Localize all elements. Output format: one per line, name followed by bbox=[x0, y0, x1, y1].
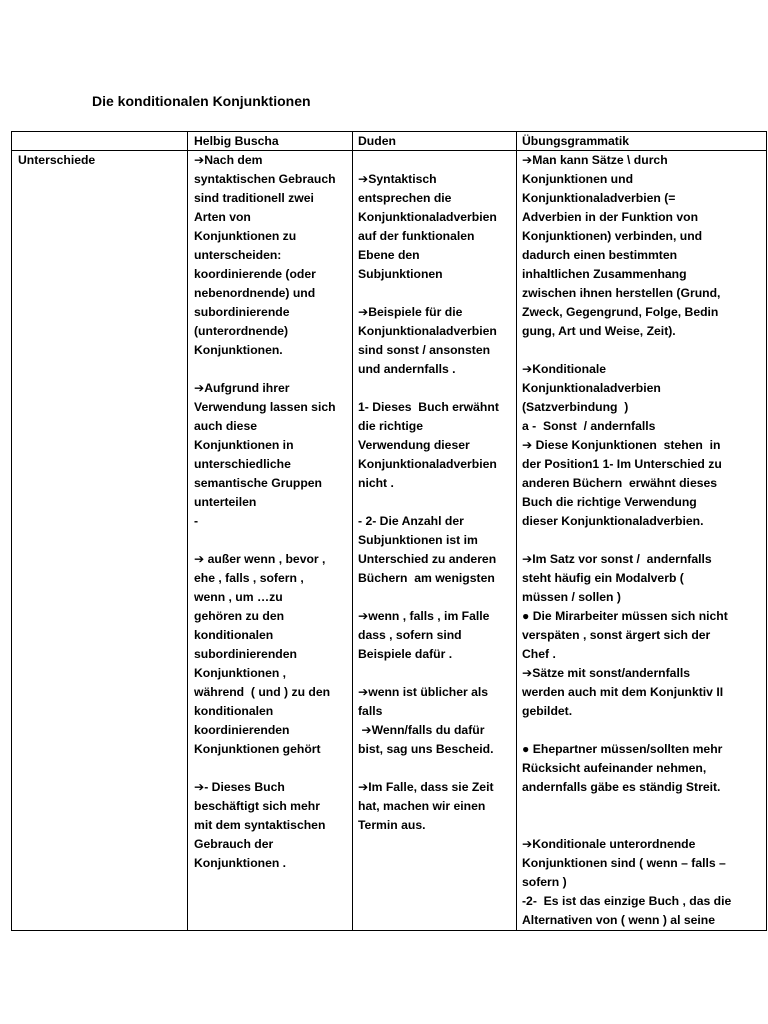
text-line: Konjunktionen zu bbox=[194, 229, 297, 243]
text-line: Konjunktionaladverbien bbox=[522, 381, 661, 395]
text-line: Buch die richtige Verwendung bbox=[522, 495, 697, 509]
text-line: Adverbien in der Funktion von bbox=[522, 210, 699, 224]
text-line: - 2- Die Anzahl der bbox=[358, 514, 464, 528]
text-line: inhaltlichen Zusammenhang bbox=[522, 267, 687, 281]
text-line: ● Ehepartner müssen/sollten mehr bbox=[522, 742, 723, 756]
row-label-unterschiede: Unterschiede bbox=[18, 153, 96, 167]
cell-helbig-buscha bbox=[194, 151, 336, 873]
cell-uebungsgrammatik bbox=[522, 151, 731, 930]
text-line: werden auch mit dem Konjunktiv II bbox=[522, 685, 724, 699]
text-line: beschäftigt sich mehr bbox=[194, 799, 320, 813]
text-line: Subjunktionen ist im bbox=[358, 533, 478, 547]
text-line: wenn , um …zu bbox=[194, 590, 283, 604]
text-line: Gebrauch der bbox=[194, 837, 274, 851]
text-line: hat, machen wir einen bbox=[358, 799, 486, 813]
text-line: ● Die Mirarbeiter müssen sich nicht bbox=[522, 609, 728, 623]
text-line: gebildet. bbox=[522, 704, 573, 718]
text-line: Termin aus. bbox=[358, 818, 426, 832]
column-divider-2 bbox=[352, 131, 353, 931]
text-line: subordinierenden bbox=[194, 647, 297, 661]
text-line: Konjunktionen) verbinden, und bbox=[522, 229, 703, 243]
text-line: Beispiele dafür . bbox=[358, 647, 453, 661]
text-line: Büchern am wenigsten bbox=[358, 571, 495, 585]
header-duden: Duden bbox=[358, 134, 396, 148]
column-divider-left bbox=[11, 131, 12, 931]
text-line: sind sonst / ansonsten bbox=[358, 343, 491, 357]
text-line: andernfalls gäbe es ständig Streit. bbox=[522, 780, 721, 794]
text-line: sind traditionell zwei bbox=[194, 191, 314, 205]
text-line: ➔Konditionale unterordnende bbox=[522, 837, 696, 851]
text-line: ➔Man kann Sätze \ durch bbox=[522, 153, 668, 167]
text-line: Konjunktionen sind ( wenn – falls – bbox=[522, 856, 726, 870]
text-line: sofern ) bbox=[522, 875, 567, 889]
header-uebungsgrammatik: Übungsgrammatik bbox=[522, 134, 629, 148]
text-line bbox=[194, 531, 336, 550]
text-line: Konjunktionen gehört bbox=[194, 742, 321, 756]
text-line bbox=[358, 379, 499, 398]
text-line bbox=[522, 341, 731, 360]
text-line: zwischen ihnen herstellen (Grund, bbox=[522, 286, 721, 300]
text-line: steht häufig ein Modalverb ( bbox=[522, 571, 684, 585]
text-line: ➔Sätze mit sonst/andernfalls bbox=[522, 666, 691, 680]
text-line: ➔Aufgrund ihrer bbox=[194, 381, 290, 395]
text-line: syntaktischen Gebrauch bbox=[194, 172, 336, 186]
text-line bbox=[358, 759, 499, 778]
text-line: ➔Im Satz vor sonst / andernfalls bbox=[522, 552, 712, 566]
text-line: gung, Art und Weise, Zeit). bbox=[522, 324, 676, 338]
text-line: ➔Im Falle, dass sie Zeit bbox=[358, 780, 494, 794]
column-divider-1 bbox=[187, 131, 188, 931]
text-line: a - Sonst / andernfalls bbox=[522, 419, 656, 433]
text-line: ➔Konditionale bbox=[522, 362, 607, 376]
text-line bbox=[522, 531, 731, 550]
text-line: Konjunktionaladverbien bbox=[358, 324, 497, 338]
text-line: entsprechen die bbox=[358, 191, 452, 205]
text-line: dass , sofern sind bbox=[358, 628, 462, 642]
document-title: Die konditionalen Konjunktionen bbox=[92, 93, 311, 109]
text-line: der Position1 1- Im Unterschied zu bbox=[522, 457, 722, 471]
text-line: 1- Dieses Buch erwähnt bbox=[358, 400, 499, 414]
text-line: Ebene den bbox=[358, 248, 420, 262]
text-line: Arten von bbox=[194, 210, 251, 224]
text-line: Verwendung dieser bbox=[358, 438, 470, 452]
text-line: gehören zu den bbox=[194, 609, 285, 623]
text-line: ➔- Dieses Buch bbox=[194, 780, 285, 794]
text-line: nebenordnende) und bbox=[194, 286, 316, 300]
text-line: Verwendung lassen sich bbox=[194, 400, 336, 414]
text-line: Rücksicht aufeinander nehmen, bbox=[522, 761, 707, 775]
text-line: ➔Syntaktisch bbox=[358, 172, 437, 186]
text-line: müssen / sollen ) bbox=[522, 590, 621, 604]
text-line: ➔Wenn/falls du dafür bbox=[358, 723, 485, 737]
text-line: die richtige bbox=[358, 419, 424, 433]
text-line: Konjunktionaladverbien (= bbox=[522, 191, 676, 205]
text-line: ➔Beispiele für die bbox=[358, 305, 463, 319]
text-line: dadurch einen bestimmten bbox=[522, 248, 678, 262]
text-line: semantische Gruppen bbox=[194, 476, 323, 490]
text-line: auf der funktionalen bbox=[358, 229, 475, 243]
text-line: (unterordnende) bbox=[194, 324, 289, 338]
text-line: konditionalen bbox=[194, 628, 274, 642]
header-helbig-buscha: Helbig Buscha bbox=[194, 134, 279, 148]
text-line: bist, sag uns Bescheid. bbox=[358, 742, 494, 756]
text-line: mit dem syntaktischen bbox=[194, 818, 326, 832]
text-line: koordinierende (oder bbox=[194, 267, 316, 281]
text-line bbox=[358, 151, 499, 170]
text-line bbox=[194, 360, 336, 379]
text-line bbox=[522, 816, 731, 835]
text-line: Konjunktionaladverbien bbox=[358, 457, 497, 471]
text-line: unterschiedliche bbox=[194, 457, 291, 471]
text-line: Konjunktionen , bbox=[194, 666, 287, 680]
text-line: ➔ außer wenn , bevor , bbox=[194, 552, 326, 566]
text-line: Konjunktionen . bbox=[194, 856, 287, 870]
text-line: -2- Es ist das einzige Buch , das die bbox=[522, 894, 732, 908]
cell-duden bbox=[358, 151, 499, 835]
text-line: dieser Konjunktionaladverbien. bbox=[522, 514, 704, 528]
text-line: ➔Nach dem bbox=[194, 153, 263, 167]
text-line bbox=[522, 721, 731, 740]
text-line: Konjunktionen in bbox=[194, 438, 294, 452]
text-line: Konjunktionen und bbox=[522, 172, 634, 186]
text-line: Subjunktionen bbox=[358, 267, 443, 281]
text-line: auch diese bbox=[194, 419, 257, 433]
text-line: Unterschied zu anderen bbox=[358, 552, 497, 566]
text-line: Chef . bbox=[522, 647, 556, 661]
text-line: ➔ Diese Konjunktionen stehen in bbox=[522, 438, 721, 452]
table-border-bottom bbox=[11, 930, 767, 931]
text-line: anderen Büchern erwähnt dieses bbox=[522, 476, 718, 490]
text-line bbox=[358, 284, 499, 303]
text-line: während ( und ) zu den bbox=[194, 685, 331, 699]
text-line: verspäten , sonst ärgert sich der bbox=[522, 628, 711, 642]
text-line bbox=[358, 493, 499, 512]
text-line bbox=[358, 664, 499, 683]
column-divider-3 bbox=[516, 131, 517, 931]
text-line: und andernfalls . bbox=[358, 362, 456, 376]
text-line: falls bbox=[358, 704, 383, 718]
column-divider-right bbox=[766, 131, 767, 931]
text-line: subordinierende bbox=[194, 305, 290, 319]
text-line: unterteilen bbox=[194, 495, 257, 509]
text-line: Konjunktionaladverbien bbox=[358, 210, 497, 224]
text-line: Konjunktionen. bbox=[194, 343, 283, 357]
text-line bbox=[194, 759, 336, 778]
text-line: ➔wenn ist üblicher als bbox=[358, 685, 489, 699]
comparison-table bbox=[11, 131, 767, 931]
text-line bbox=[358, 588, 499, 607]
text-line: konditionalen bbox=[194, 704, 274, 718]
text-line: koordinierenden bbox=[194, 723, 290, 737]
text-line: (Satzverbindung ) bbox=[522, 400, 629, 414]
text-line: unterscheiden: bbox=[194, 248, 282, 262]
text-line: Zweck, Gegengrund, Folge, Bedin bbox=[522, 305, 719, 319]
text-line: ➔wenn , falls , im Falle bbox=[358, 609, 490, 623]
text-line: ehe , falls , sofern , bbox=[194, 571, 304, 585]
text-line bbox=[522, 797, 731, 816]
text-line: - bbox=[194, 514, 199, 528]
text-line: Alternativen von ( wenn ) al seine bbox=[522, 913, 716, 927]
text-line: nicht . bbox=[358, 476, 394, 490]
